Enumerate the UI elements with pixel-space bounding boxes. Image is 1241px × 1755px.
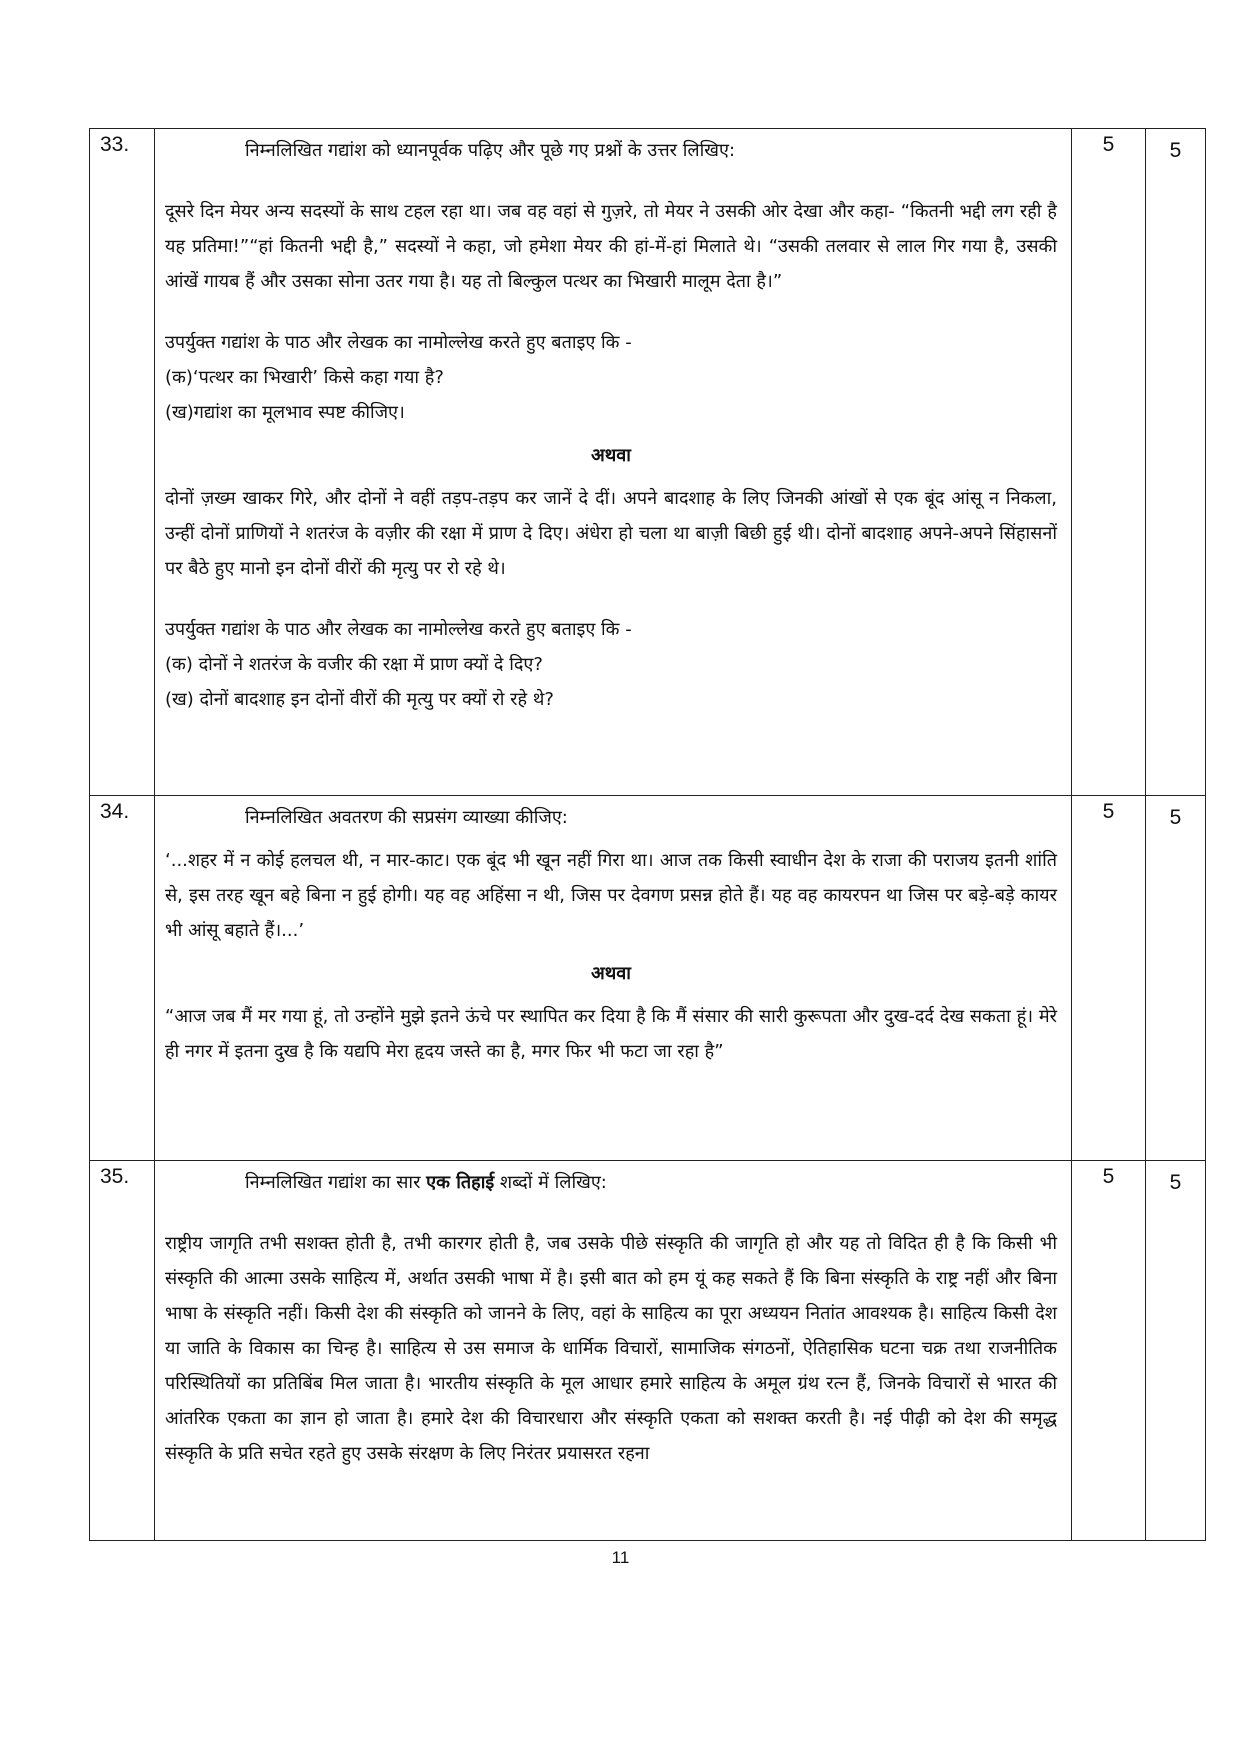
passage-text-alt: दोनों ज़ख्म खाकर गिरे, और दोनों ने वहीं तड़प-तड़प कर जानें दे दीं। अपने बादशाह के लिए जिनकी आंखों से एक बूंद आंसू न निकला, उन्हीं दोनों प्राणियों ने शतरंज के वज़ीर की रक्षा में प्राण दे दिए। अंधेरा हो चला था बाज़ी बिछी हुई थी। दोनों बादशाह अपने-अपने सिंहासनों पर बैठे हुए मानो इन दोनों वीरों की मृत्यु पर रो रहे थे। xyxy=(165,488,1057,579)
question-instruction: निम्नलिखित अवतरण की सप्रसंग व्याख्या कीजिए: xyxy=(245,807,568,828)
question-instruction: निम्नलिखित गद्यांश को ध्यानपूर्वक पढ़िए और पूछे गए प्रश्नों के उत्तर लिखिए: xyxy=(245,140,736,161)
passage-text-alt: “आज जब मैं मर गया हूं, तो उन्होंने मुझे इतने ऊंचे पर स्थापित कर दिया है कि मैं संसार की सारी कुरूपता और दुख-दर्द देख सकता हूं। मेरे ही नगर में इतना दुख है कि यद्यपि मेरा हृदय जस्ते का है, मगर फिर भी फटा जा रहा है” xyxy=(165,1006,1057,1062)
question-row-33 xyxy=(90,129,1206,796)
sub-question: (ख) दोनों बादशाह इन दोनों वीरों की मृत्यु पर क्यों रो रहे थे? xyxy=(165,689,554,710)
sub-question: (ख)गद्यांश का मूलभाव स्पष्ट कीजिए। xyxy=(165,402,405,423)
or-label: अथवा xyxy=(591,963,631,984)
question-instruction xyxy=(165,1165,1057,1200)
marks-cell: 5 xyxy=(1146,129,1206,796)
passage-text: राष्ट्रीय जागृति तभी सशक्त होती है, तभी कारगर होती है, जब उसके पीछे संस्कृति की जागृति हो और यह तो विदित ही है कि किसी भी संस्कृति की आत्मा उसके साहित्य में, अर्थात उसकी भाषा में है। इसी बात को हम यूं कह सकते हैं कि बिना संस्कृति के राष्ट्र नहीं और बिना भाषा के संस्कृति नहीं। किसी देश की संस्कृति को जानने के लिए, वहां के साहित्य का पूरा अध्ययन नितांत आवश्यक है। साहित्य किसी देश या जाति के विकास का चिन्ह है। साहित्य से उस समाज के धार्मिक विचारों, सामाजिक संगठनों, ऐतिहासिक घटना चक्र तथा राजनीतिक परिस्थितियों का प्रतिबिंब मिल जाता है। भारतीय संस्कृति के मूल आधार हमारे साहित्य के अमूल ग्रंथ रत्न हैं, जिनके विचारों से भारत की आंतरिक एकता का ज्ञान हो जाता है। हमारे देश की विचारधारा और संस्कृति एकता को सशक्त करती है। नई पीढ़ी को देश की समृद्ध संस्कृति के प्रति सचेत रहते हुए उसके संरक्षण के लिए निरंतर प्रयासरत रहना xyxy=(165,1233,1057,1464)
question-content xyxy=(155,796,1072,1161)
question-row-35 xyxy=(90,1161,1206,1541)
question-number: 35. xyxy=(90,1161,155,1541)
marks-cell: 5 xyxy=(1072,129,1146,796)
question-number: 33. xyxy=(90,129,155,796)
instruction-text: शब्दों में लिखिए: xyxy=(494,1172,607,1193)
sub-question: (क) दोनों ने शतरंज के वजीर की रक्षा में प्राण क्यों दे दिए? xyxy=(165,654,543,675)
question-row-34 xyxy=(90,796,1206,1161)
or-label: अथवा xyxy=(591,445,631,466)
question-table xyxy=(89,128,1206,1541)
question-content xyxy=(155,1161,1072,1541)
question-prompt: उपर्युक्त गद्यांश के पाठ और लेखक का नामोल्लेख करते हुए बताइए कि - xyxy=(165,332,632,353)
question-number: 34. xyxy=(90,796,155,1161)
passage-text: ‘...शहर में न कोई हलचल थी, न मार-काट। एक बूंद भी खून नहीं गिरा था। आज तक किसी स्वाधीन देश के राजा की पराजय इतनी शांति से, इस तरह खून बहे बिना न हुई होगी। यह वह अहिंसा न थी, जिस पर देवगण प्रसन्न होते हैं। यह वह कायरपन था जिस पर बड़े-बड़े कायर भी आंसू बहाते हैं।...’ xyxy=(165,850,1057,941)
sub-question: (क)‘पत्थर का भिखारी’ किसे कहा गया है? xyxy=(165,367,444,388)
marks-cell: 5 xyxy=(1072,796,1146,1161)
instruction-emphasis: एक तिहाई xyxy=(426,1172,495,1193)
question-content xyxy=(155,129,1072,796)
marks-cell: 5 xyxy=(1146,1161,1206,1541)
question-prompt-alt: उपर्युक्त गद्यांश के पाठ और लेखक का नामोल्लेख करते हुए बताइए कि - xyxy=(165,619,632,640)
marks-cell: 5 xyxy=(1146,796,1206,1161)
instruction-text: निम्नलिखित गद्यांश का सार xyxy=(245,1172,427,1193)
passage-text: दूसरे दिन मेयर अन्य सदस्यों के साथ टहल रहा था। जब वह वहां से गुज़रे, तो मेयर ने उसकी ओर देखा और कहा- “कितनी भद्दी लग रही है यह प्रतिमा!”“हां कितनी भद्दी है,” सदस्यों ने कहा, जो हमेशा मेयर की हां-में-हां मिलाते थे। “उसकी तलवार से लाल गिर गया है, उसकी आंखें गायब हैं और उसका सोना उतर गया है। यह तो बिल्कुल पत्थर का भिखारी मालूम देता है।” xyxy=(165,201,1057,292)
page-number: 11 xyxy=(611,1548,630,1567)
marks-cell: 5 xyxy=(1072,1161,1146,1541)
